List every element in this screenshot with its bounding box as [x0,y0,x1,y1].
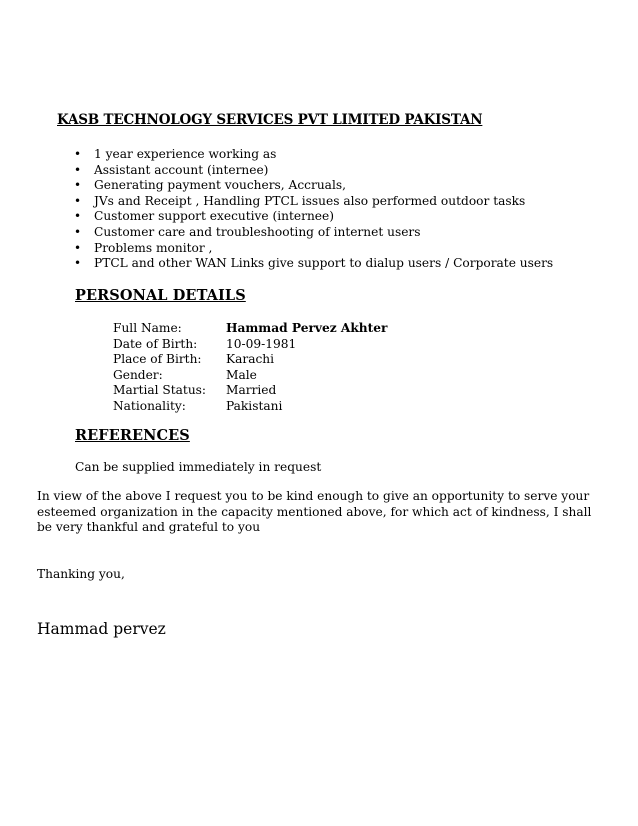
detail-label: Gender: [113,367,163,382]
detail-value: 10-09-1981 [226,336,297,351]
detail-label: Martial Status: [113,383,207,397]
detail-value: Male [226,367,257,382]
personal-details-table [113,321,387,414]
list-item: • Problems monitor , [74,241,553,257]
detail-label: Place of Birth: [113,352,202,366]
detail-label: Nationality: [113,398,186,413]
list-item: • Assistant account (internee) [74,163,553,179]
detail-value: Pakistani [226,398,283,413]
experience-list [74,147,553,272]
signature: Hammad pervez [37,620,166,638]
detail-value: Hammad Pervez Akhter [226,321,388,335]
detail-row-date-of-birth [113,337,387,353]
detail-value: Karachi [226,352,275,366]
list-item: • Customer care and troubleshooting of internet users [74,225,553,241]
list-item: • JVs and Receipt , Handling PTCL issues also performed outdoor tasks [74,194,553,210]
detail-row-nationality [113,399,387,415]
list-item: • PTCL and other WAN Links give support to dialup users / Corporate users [74,256,553,272]
thanking-line: Thanking you, [37,567,125,581]
list-item: • 1 year experience working as [74,147,553,163]
detail-row-place-of-birth [113,352,387,368]
detail-value: Married [226,383,277,397]
company-heading: KASB TECHNOLOGY SERVICES PVT LIMITED PAKISTAN [57,112,483,128]
detail-row-full-name [113,321,387,337]
detail-label: Date of Birth: [113,336,198,351]
references-heading: REFERENCES [75,427,190,444]
list-item: • Customer support executive (internee) [74,209,553,225]
closing-paragraph: In view of the above I request you to be kind enough to give an opportunity to serve your esteemed organization in the capacity mentioned above, for which act of kindness, I shall be very thankful and grateful to you [37,489,592,535]
detail-row-marital-status [113,383,387,399]
personal-details-heading: PERSONAL DETAILS [75,287,246,304]
references-text: Can be supplied immediately in request [75,460,322,474]
detail-label: Full Name: [113,321,182,335]
detail-row-gender [113,368,387,384]
list-item: • Generating payment vouchers, Accruals, [74,178,553,194]
